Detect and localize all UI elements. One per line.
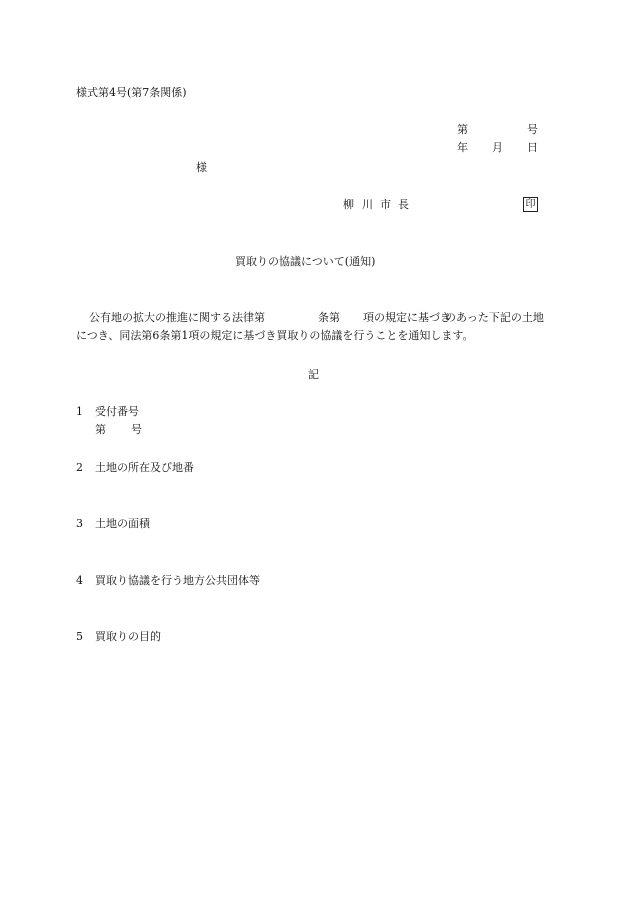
doc-number-go: 号 (527, 123, 538, 136)
doc-number-dai: 第 (457, 123, 468, 136)
item-1-label: 受付番号 (95, 405, 139, 418)
date-month: 月 (492, 141, 503, 154)
sender-char-2: 川 (362, 198, 373, 211)
body-line1-part3: 項の規定に基づき (363, 311, 451, 324)
body-line2: につき、同法第6条第1項の規定に基づき買取りの協議を行うことを通知します。 (76, 329, 474, 342)
document-title: 買取りの協議について(通知) (235, 255, 376, 268)
item-3-number: 3 (76, 517, 83, 530)
item-5-number: 5 (76, 630, 83, 643)
item-2-label: 土地の所在及び地番 (95, 461, 194, 474)
seal-mark: 印 (523, 197, 538, 212)
item-1-number: 1 (76, 405, 83, 418)
item-3-label: 土地の面積 (95, 517, 150, 530)
body-line1-part2: 条第 (318, 311, 340, 324)
item-2-number: 2 (76, 461, 83, 474)
addressee-suffix: 様 (196, 161, 207, 174)
date-year: 年 (457, 141, 468, 154)
item-4-number: 4 (76, 574, 83, 587)
sender-char-3: 市 (380, 198, 391, 211)
form-label: 様式第4号(第7条関係) (76, 86, 187, 99)
sender-char-1: 柳 (343, 198, 354, 211)
sender-char-4: 長 (398, 198, 409, 211)
receipt-number-dai: 第 (95, 423, 106, 436)
receipt-number-go: 号 (131, 423, 142, 436)
body-line1-part4: のあった下記の土地 (445, 311, 544, 324)
item-4-label: 買取り協議を行う地方公共団体等 (95, 574, 260, 587)
date-day: 日 (527, 141, 538, 154)
body-line1-part1: 公有地の拡大の推進に関する法律第 (89, 311, 265, 324)
item-5-label: 買取りの目的 (95, 630, 161, 643)
ki-heading: 記 (308, 368, 319, 381)
